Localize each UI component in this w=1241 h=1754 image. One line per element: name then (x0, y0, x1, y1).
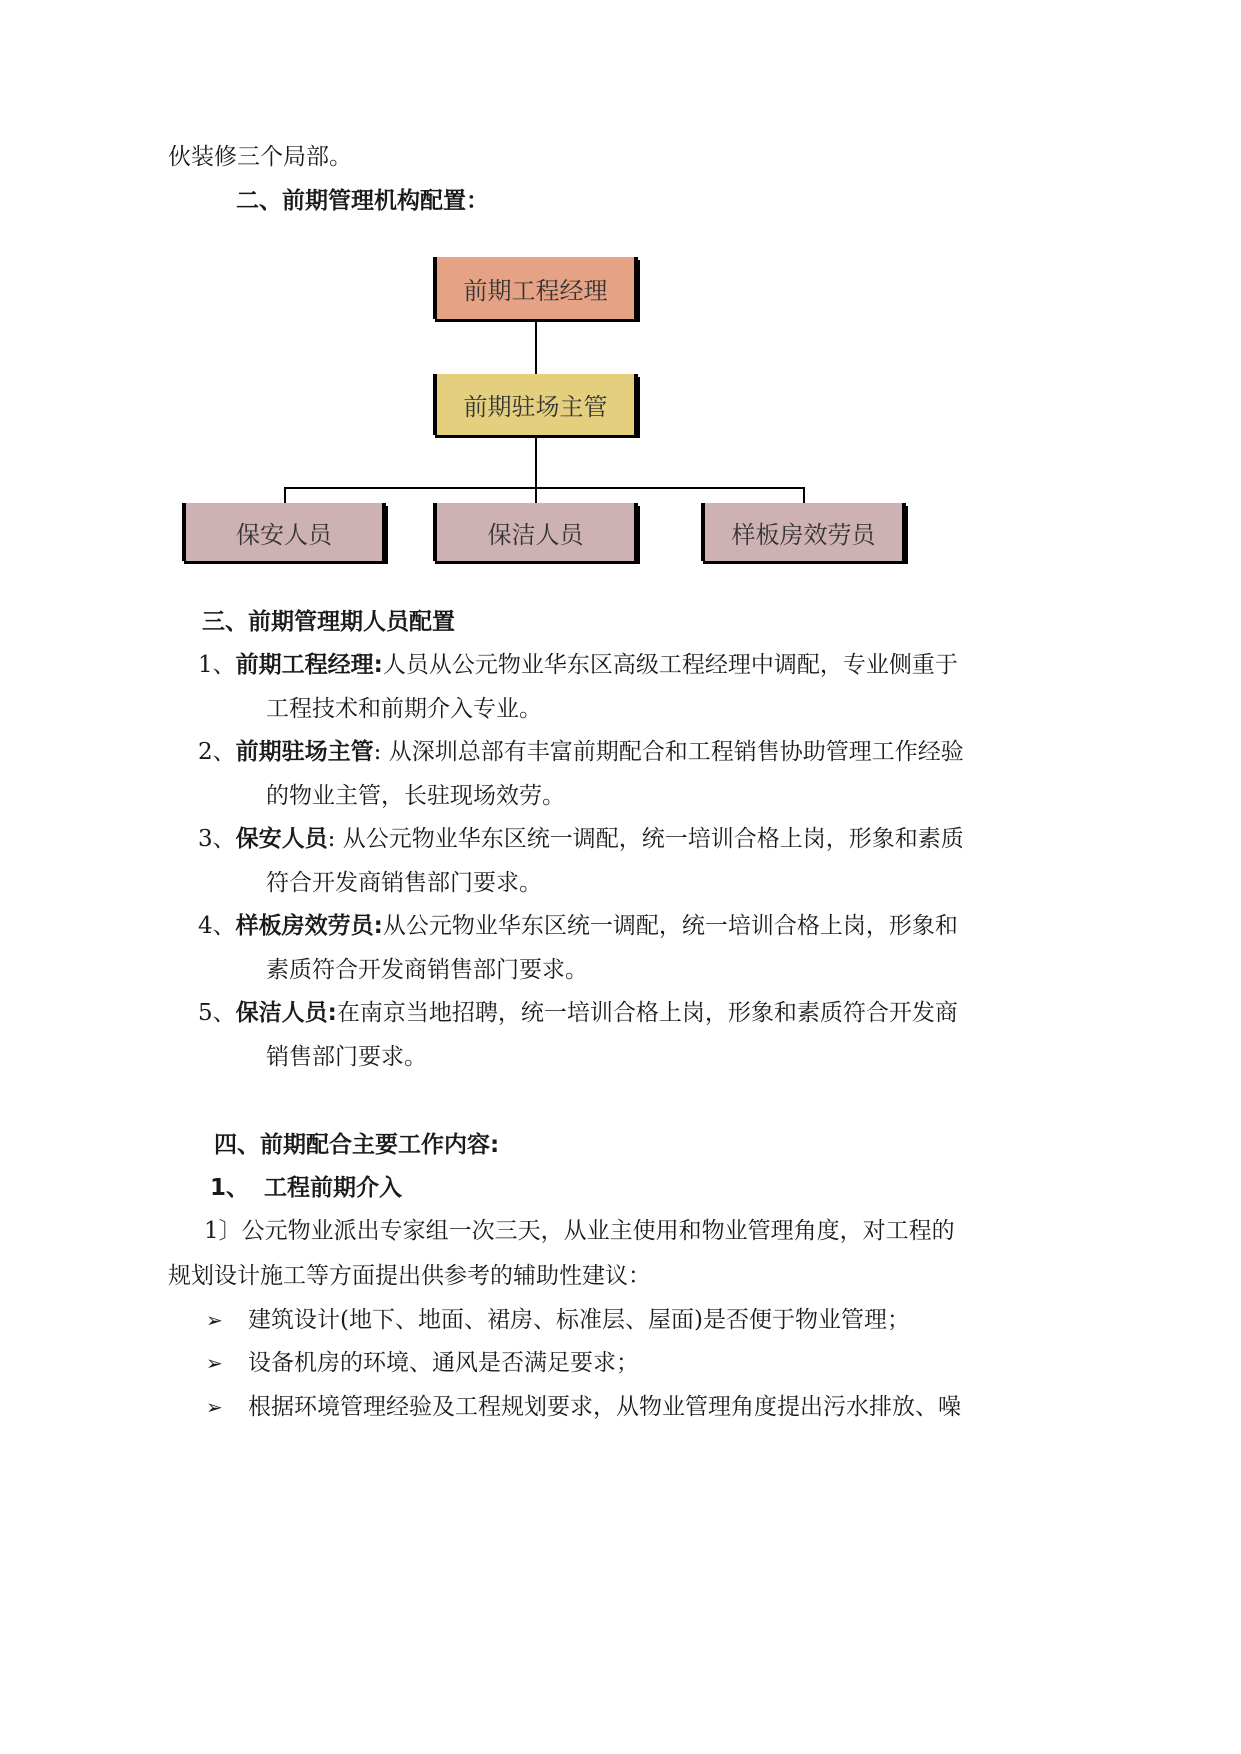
item-term: 样板房效劳员: (235, 913, 383, 939)
item-term: 保洁人员: (235, 1000, 337, 1026)
item-text-continued: 销售部门要求。 (266, 1044, 427, 1070)
org-connector (284, 487, 286, 503)
item-text: 人员从公元物业华东区高级工程经理中调配，专业侧重于 (382, 652, 958, 678)
subsection-title: 工程前期介入 (264, 1175, 402, 1201)
list-item (198, 824, 964, 854)
bullet-item: 设备机房的环境、通风是否满足要求； (248, 1350, 639, 1376)
org-box-showroom-attendant: 样板房效劳员 (701, 503, 906, 561)
item-text-continued: 工程技术和前期介入专业。 (266, 696, 542, 722)
item-text: : 从深圳总部有丰富前期配合和工程销售协助管理工作经验 (373, 739, 964, 765)
item-number: 1、 (198, 652, 236, 678)
item-term: 保安人员 (235, 826, 328, 852)
org-box-security: 保安人员 (182, 503, 386, 561)
item-text: : 从公元物业华东区统一调配，统一培训合格上岗，形象和素质 (327, 826, 964, 852)
list-item (198, 737, 964, 767)
org-connector (535, 435, 537, 503)
item-text-continued: 的物业主管，长驻现场效劳。 (266, 783, 565, 809)
arrow-bullet-icon: ➢ (206, 1395, 223, 1419)
item-text: 在南京当地招聘，统一培训合格上岗，形象和素质符合开发商 (336, 1000, 958, 1026)
item-number: 2、 (198, 739, 236, 765)
org-connector (284, 487, 804, 489)
intro-text: 伙装修三个局部。 (168, 144, 352, 170)
list-item (198, 650, 958, 680)
item-term: 前期驻场主管 (235, 739, 374, 765)
item-text: 从公元物业华东区统一调配，统一培训合格上岗，形象和 (382, 913, 958, 939)
org-box-supervisor: 前期驻场主管 (433, 374, 638, 435)
arrow-bullet-icon: ➢ (206, 1308, 223, 1332)
paragraph-text-continued: 规划设计施工等方面提出供参考的辅助性建议： (168, 1263, 651, 1289)
section-2-heading: 二、前期管理机构配置： (236, 188, 489, 214)
org-connector (535, 319, 537, 374)
paragraph-text: 1〕公元物业派出专家组一次三天，从业主使用和物业管理角度，对工程的 (204, 1218, 955, 1244)
org-connector (803, 487, 805, 503)
subsection-number: 1、 (210, 1175, 250, 1201)
org-box-manager: 前期工程经理 (433, 257, 638, 319)
arrow-bullet-icon: ➢ (206, 1351, 223, 1375)
item-number: 4、 (198, 913, 236, 939)
org-box-cleaning: 保洁人员 (433, 503, 638, 561)
list-item (198, 911, 958, 941)
item-number: 5、 (198, 1000, 236, 1026)
section-3-heading: 三、前期管理期人员配置 (202, 609, 455, 635)
item-term: 前期工程经理: (235, 652, 383, 678)
bullet-item: 建筑设计(地下、地面、裙房、标准层、屋面)是否便于物业管理； (248, 1307, 910, 1333)
item-text-continued: 符合开发商销售部门要求。 (266, 870, 542, 896)
item-text-continued: 素质符合开发商销售部门要求。 (266, 957, 588, 983)
list-item (198, 998, 958, 1028)
item-number: 3、 (198, 826, 236, 852)
bullet-item: 根据环境管理经验及工程规划要求，从物业管理角度提出污水排放、噪 (248, 1394, 961, 1420)
section-4-heading: 四、前期配合主要工作内容: (214, 1132, 500, 1158)
